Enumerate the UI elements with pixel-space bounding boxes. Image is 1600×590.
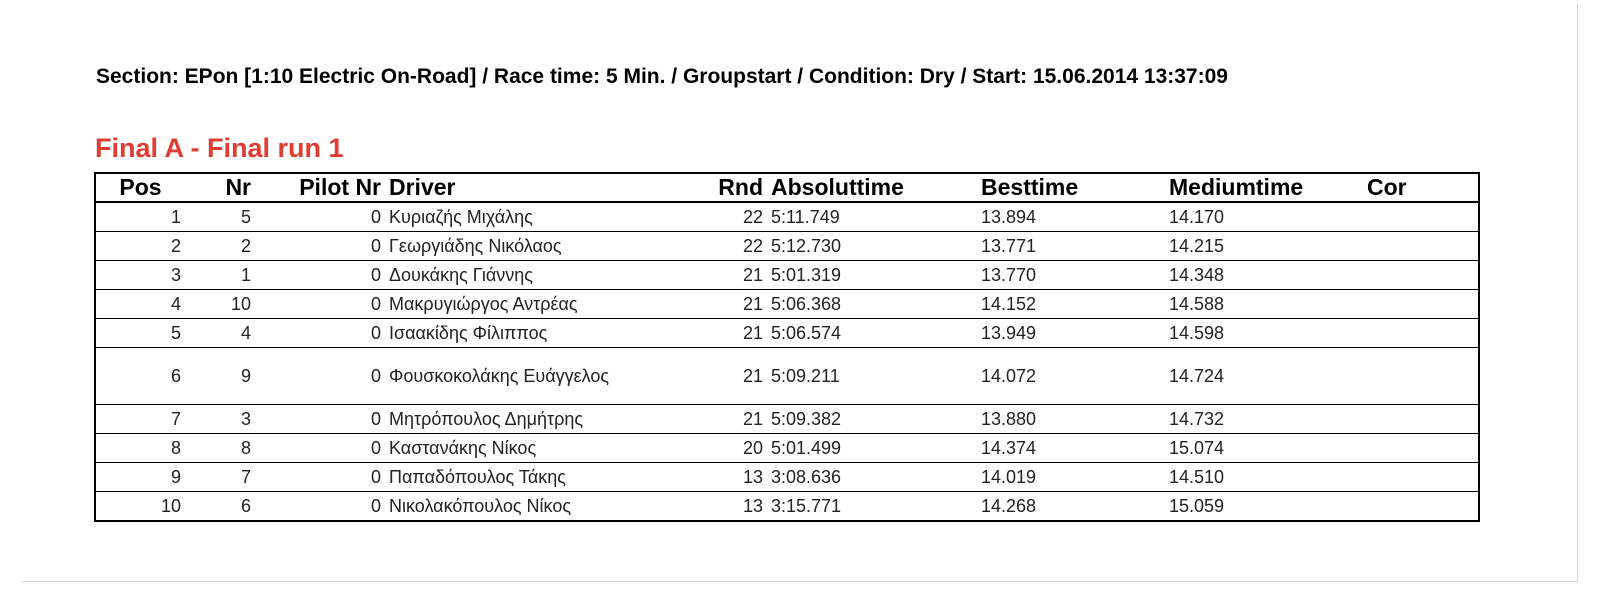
- cell-absoluttime: 5:01.499: [767, 434, 977, 463]
- cell-cor: [1363, 405, 1479, 434]
- header-mediumtime: Mediumtime: [1165, 173, 1363, 202]
- header-besttime: Besttime: [977, 173, 1165, 202]
- header-row: [95, 173, 1479, 202]
- header-absoluttime: Absoluttime: [767, 173, 977, 202]
- table-row: [95, 290, 1479, 319]
- cell-besttime: 14.072: [977, 348, 1165, 405]
- cell-mediumtime: 14.724: [1165, 348, 1363, 405]
- cell-driver: Μητρόπουλος Δημήτρης: [385, 405, 703, 434]
- cell-cor: [1363, 492, 1479, 522]
- cell-cor: [1363, 348, 1479, 405]
- cell-absoluttime: 5:12.730: [767, 232, 977, 261]
- cell-pilot-nr: 0: [255, 232, 385, 261]
- cell-driver: Δουκάκης Γιάννης: [385, 261, 703, 290]
- cell-pos: 1: [95, 202, 185, 232]
- header-cor: Cor: [1363, 173, 1479, 202]
- cell-mediumtime: 15.059: [1165, 492, 1363, 522]
- header-rnd: Rnd: [703, 173, 767, 202]
- cell-pos: 9: [95, 463, 185, 492]
- cell-pos: 4: [95, 290, 185, 319]
- cell-besttime: 13.770: [977, 261, 1165, 290]
- cell-mediumtime: 14.348: [1165, 261, 1363, 290]
- cell-besttime: 14.152: [977, 290, 1165, 319]
- cell-absoluttime: 5:11.749: [767, 202, 977, 232]
- cell-mediumtime: 14.215: [1165, 232, 1363, 261]
- cell-mediumtime: 14.732: [1165, 405, 1363, 434]
- cell-pos: 3: [95, 261, 185, 290]
- cell-cor: [1363, 261, 1479, 290]
- cell-nr: 10: [185, 290, 255, 319]
- header-pos: Pos: [95, 173, 185, 202]
- cell-rnd: 21: [703, 348, 767, 405]
- cell-pilot-nr: 0: [255, 492, 385, 522]
- cell-rnd: 21: [703, 261, 767, 290]
- cell-cor: [1363, 202, 1479, 232]
- cell-driver: Ισαακίδης Φίλιππος: [385, 319, 703, 348]
- table-row: [95, 202, 1479, 232]
- cell-absoluttime: 5:06.574: [767, 319, 977, 348]
- cell-driver: Φουσκοκολάκης Ευάγγελος: [385, 348, 703, 405]
- cell-nr: 3: [185, 405, 255, 434]
- cell-besttime: 14.268: [977, 492, 1165, 522]
- cell-pos: 10: [95, 492, 185, 522]
- cell-cor: [1363, 434, 1479, 463]
- table-row: [95, 405, 1479, 434]
- cell-nr: 9: [185, 348, 255, 405]
- cell-pos: 6: [95, 348, 185, 405]
- cell-absoluttime: 3:15.771: [767, 492, 977, 522]
- cell-absoluttime: 5:01.319: [767, 261, 977, 290]
- cell-besttime: 13.949: [977, 319, 1165, 348]
- cell-pilot-nr: 0: [255, 463, 385, 492]
- cell-mediumtime: 14.598: [1165, 319, 1363, 348]
- cell-driver: Κυριαζής Μιχάλης: [385, 202, 703, 232]
- cell-besttime: 14.374: [977, 434, 1165, 463]
- cell-pilot-nr: 0: [255, 261, 385, 290]
- cell-rnd: 21: [703, 405, 767, 434]
- cell-rnd: 21: [703, 290, 767, 319]
- cell-rnd: 22: [703, 202, 767, 232]
- final-title: Final A - Final run 1: [95, 133, 344, 163]
- cell-mediumtime: 14.170: [1165, 202, 1363, 232]
- cell-absoluttime: 5:09.382: [767, 405, 977, 434]
- cell-pilot-nr: 0: [255, 434, 385, 463]
- cell-driver: Παπαδόπουλος Τάκης: [385, 463, 703, 492]
- table-row: [95, 492, 1479, 522]
- cell-pilot-nr: 0: [255, 405, 385, 434]
- cell-driver: Μακρυγιώργος Αντρέας: [385, 290, 703, 319]
- table-row: [95, 261, 1479, 290]
- cell-cor: [1363, 290, 1479, 319]
- cell-besttime: 14.019: [977, 463, 1165, 492]
- cell-cor: [1363, 463, 1479, 492]
- cell-cor: [1363, 232, 1479, 261]
- cell-rnd: 20: [703, 434, 767, 463]
- table-row: [95, 319, 1479, 348]
- table-row: [95, 232, 1479, 261]
- cell-pos: 7: [95, 405, 185, 434]
- cell-rnd: 13: [703, 463, 767, 492]
- section-info: Section: EPon [1:10 Electric On-Road] / Race time: 5 Min. / Groupstart / Condition: Dry / Start: 15.06.2014 13:37:09: [96, 65, 1228, 88]
- cell-pilot-nr: 0: [255, 290, 385, 319]
- cell-rnd: 21: [703, 319, 767, 348]
- cell-nr: 5: [185, 202, 255, 232]
- cell-nr: 4: [185, 319, 255, 348]
- results-table: [94, 172, 1480, 522]
- cell-nr: 6: [185, 492, 255, 522]
- cell-nr: 8: [185, 434, 255, 463]
- results-body: [95, 202, 1479, 521]
- cell-nr: 2: [185, 232, 255, 261]
- cell-pos: 2: [95, 232, 185, 261]
- cell-absoluttime: 3:08.636: [767, 463, 977, 492]
- cell-pilot-nr: 0: [255, 319, 385, 348]
- cell-besttime: 13.894: [977, 202, 1165, 232]
- cell-pilot-nr: 0: [255, 202, 385, 232]
- header-nr: Nr: [185, 173, 255, 202]
- cell-besttime: 13.771: [977, 232, 1165, 261]
- header-pilot-nr: Pilot Nr: [255, 173, 385, 202]
- table-row: [95, 434, 1479, 463]
- cell-driver: Γεωργιάδης Νικόλαος: [385, 232, 703, 261]
- cell-rnd: 13: [703, 492, 767, 522]
- table-row: [95, 348, 1479, 405]
- cell-nr: 7: [185, 463, 255, 492]
- cell-pos: 8: [95, 434, 185, 463]
- cell-mediumtime: 14.588: [1165, 290, 1363, 319]
- cell-driver: Καστανάκης Νίκος: [385, 434, 703, 463]
- cell-absoluttime: 5:09.211: [767, 348, 977, 405]
- cell-cor: [1363, 319, 1479, 348]
- cell-nr: 1: [185, 261, 255, 290]
- cell-rnd: 22: [703, 232, 767, 261]
- header-driver: Driver: [385, 173, 703, 202]
- cell-mediumtime: 14.510: [1165, 463, 1363, 492]
- cell-absoluttime: 5:06.368: [767, 290, 977, 319]
- cell-pos: 5: [95, 319, 185, 348]
- cell-driver: Νικολακόπουλος Νίκος: [385, 492, 703, 522]
- cell-pilot-nr: 0: [255, 348, 385, 405]
- table-row: [95, 463, 1479, 492]
- cell-mediumtime: 15.074: [1165, 434, 1363, 463]
- cell-besttime: 13.880: [977, 405, 1165, 434]
